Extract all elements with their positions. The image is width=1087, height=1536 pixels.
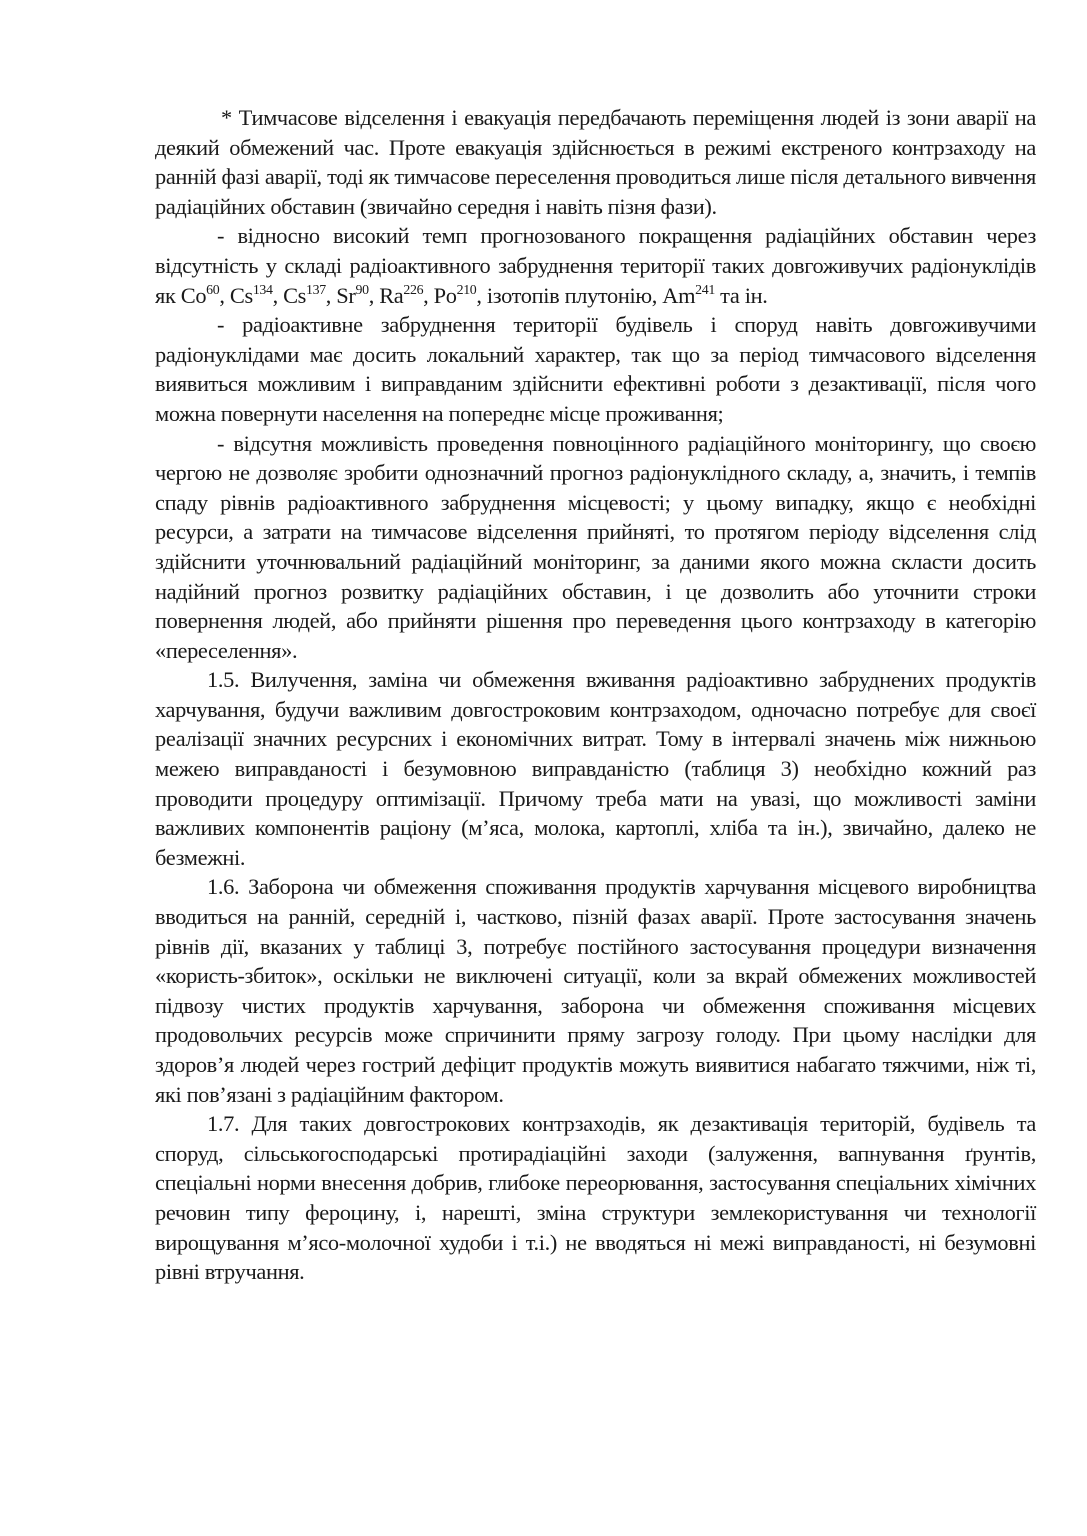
- paragraph-bullet-local: - радіоактивне забруднення території будівель і споруд навіть довгоживучими радіонуклідами має досить локальний характер, так що за період тимчасового відселення виявиться можливим і виправданим здійснити ефективні роботи з дезактивації, після чого можна повернути населення на попереднє місце проживання;: [155, 312, 1036, 426]
- bullet-rate-text: - відносно високий темп прогнозованого покращення радіаційних обставин через відсутність у складі радіоактивного забруднення території таких довгоживучих радіонуклідів як: [155, 223, 1036, 308]
- paragraph-section-1-6: 1.6. Заборона чи обмеження споживання продуктів харчування місцевого виробництва вводиться на ранній, середній і, частково, пізній фазах аварії. Проте застосування значень рівнів дії, вказаних у таблиці 3, потребує постійного застосування процедури визначення «користь-збиток», оскільки не виключені ситуації, коли за вкрай обмежених можливостей підвозу чистих продуктів харчування, заборона чи обмеження споживання місцевих продовольчих ресурсів може спричинити пряму загрозу голоду. При цьому наслідки для здоров’я людей через гострий дефіцит продуктів можуть виявитися набагато тяжчими, ніж ті, які пов’язані з радіаційним фактором.: [155, 874, 1036, 1107]
- paragraph-section-1-7: 1.7. Для таких довгострокових контрзаходів, як дезактивація територій, будівель та споруд, сільськогосподарські протирадіаційні заходи (залуження, вапнування ґрунтів, спеціальні норми внесення добрив, глибоке переорювання, застосування спеціальних хімічних речовин типу фероцину, і, нарешті, зміна структури землекористування чи технології вирощування м’ясо-молочної худоби і т.і.) не вводяться ні межі виправданості, ні безумовні рівні втручання.: [155, 1111, 1036, 1285]
- paragraph-section-1-5: 1.5. Вилучення, заміна чи обмеження вживання радіоактивно забруднених продуктів харчування, будучи важливим довгостроковим контрзаходом, одночасно потребує для своєї реалізації значних ресурсних і економічних витрат. Тому в інтервалі значень між нижньою межею виправданості і безумовною виправданістю (таблиця 3) необхідно кожний раз проводити процедуру оптимізації. Причому треба мати на увазі, що можливості заміни важливих компонентів раціону (м’яса, молока, картоплі, хліба та ін.), звичайно, далеко не безмежні.: [155, 667, 1036, 870]
- isotope: Am$^{241}$ та ін.: [662, 282, 768, 308]
- isotope: Sr$^{90}$,: [336, 282, 380, 308]
- paragraph-bullet-rate: [155, 221, 1036, 310]
- paragraph-bullet-monitoring: - відсутня можливість проведення повноцінного радіаційного моніторингу, що своєю чергою не дозволяє зробити однозначний прогноз радіонуклідного складу, а, значить, і темпів спаду рівнів радіоактивного забруднення місцевості; у цьому випадку, якщо є необхідні ресурси, а затрати на тимчасове відселення прийняті, то протягом періоду відселення слід здійснити уточнювальний радіаційний моніторинг, за даними якого можна скласти досить надійний прогноз розвитку радіаційних обставин, і це дозволить або уточнити строки повернення людей, або прийняти рішення про переведення цього контрзаходу в категорію «переселення».: [155, 430, 1036, 663]
- isotope: Cs$^{137}$,: [283, 282, 337, 308]
- isotope: Ra$^{226}$,: [379, 282, 434, 308]
- paragraph-footnote-evacuation: * Тимчасове відселення і евакуація передбачають переміщення людей із зони аварії на деякий обмежений час. Проте евакуація здійснюється в режимі екстреного контрзаходу на ранній фазі аварії, тоді як тимчасове переселення проводиться лише після детального вивчення радіаційних обставин (звичайно середня і навіть пізня фази).: [155, 105, 1036, 219]
- isotope: Po$^{210}$, ізотопів плутонію,: [433, 282, 663, 308]
- isotope: Cs$^{134}$,: [229, 282, 284, 308]
- isotope: Co$^{60}$,: [180, 282, 230, 308]
- document-page: [155, 103, 1036, 1287]
